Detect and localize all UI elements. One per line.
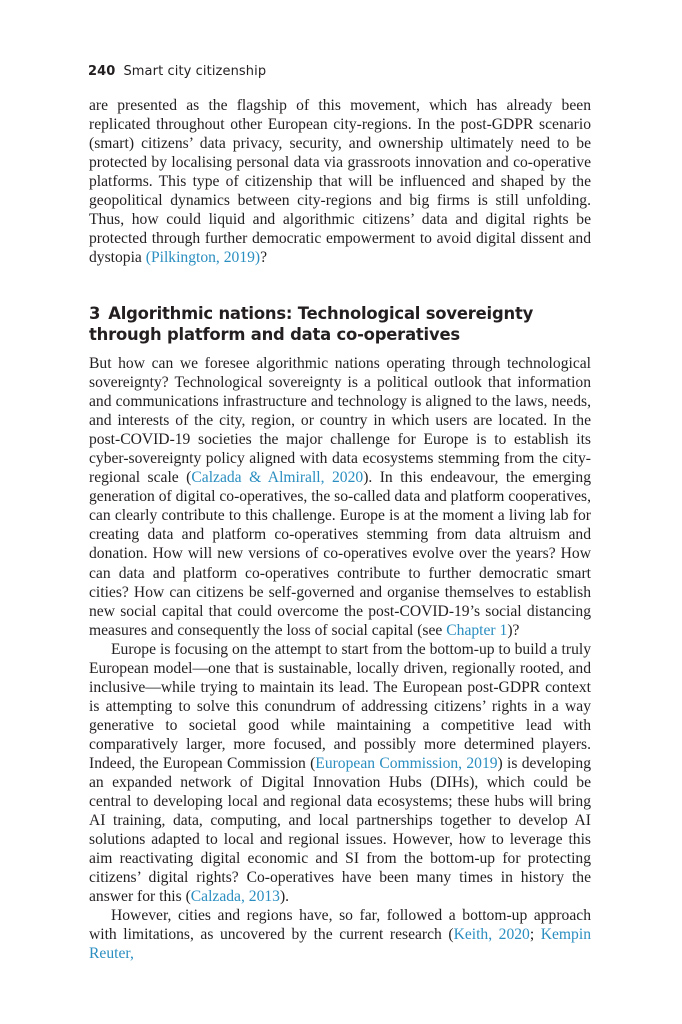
section-heading <box>89 303 609 345</box>
paragraph-text: ; <box>529 926 541 944</box>
running-title: Smart city citizenship <box>123 64 267 79</box>
top-body-block <box>89 96 591 267</box>
citation-link[interactable]: (Pilkington, 2019) <box>145 249 261 267</box>
paragraph <box>89 906 591 963</box>
paragraph-text: ) is developing an expanded network of Digital Innovation Hubs (DIHs), which could be central to developing local and regional data ecosystems; these hubs will bring AI training, data, computing, and local partnerships together to develop AI solutions adapted to local and regional issues. However, how to leverage this aim reactivating digital economic and SI from the bottom-up for protecting citizens’ digital rights? Co-operatives have been many times in history the answer for this ( <box>89 754 591 906</box>
paragraph-text: But how can we foresee algorithmic nations operating through technological sovereignty? Technological sovereignty is a political outlook that information and communications infrastructure and technology is aligned to the laws, needs, and interests of the city, region, or country in which users are located. In the post-COVID-19 societies the major challenge for Europe is to establish its cyber-sovereignty policy aligned with data ecosystems stemming from the city-regional scale ( <box>89 355 591 487</box>
paragraph <box>89 96 591 267</box>
paragraph-text: However, cities and regions have, so far, followed a bottom-up approach with limitations, as uncovered by the current research ( <box>89 907 591 944</box>
citation-link[interactable]: Calzada, 2013 <box>190 888 280 906</box>
section-body-block <box>89 354 591 964</box>
running-header <box>88 64 266 79</box>
paragraph-text: ? <box>260 249 268 267</box>
paragraph-text: ). In this endeavour, the emerging generation of digital co-operatives, the so-called data and platform cooperatives, can clearly contribute to this challenge. Europe is at the moment a living lab for creating data and platform co-operatives stemming from data altruism and donation. How will new versions of co-operatives evolve over the years? How can data and platform co-operatives contribute to further democratic smart cities? How can citizens be self-governed and organise themselves to establish new social capital that could overcome the post-COVID-19’s social distancing measures and consequently the loss of social capital (see <box>89 469 591 639</box>
paragraph-text: Europe is focusing on the attempt to start from the bottom-up to build a truly European model—one that is sustainable, locally driven, regionally rooted, and inclusive—while trying to maintain its lead. The European post-GDPR context is attempting to solve this conundrum of addressing citizens’ rights in a way generative to societal good while maintaining a competitive lead with comparatively larger, more focused, and possibly more determined players. Indeed, the European Commission ( <box>89 640 591 772</box>
section-title: Algorithmic nations: Technological sovereignty through platform and data co-operatives <box>89 304 534 344</box>
paragraph <box>89 640 591 907</box>
paragraph-text: )? <box>507 621 520 639</box>
citation-link[interactable]: European Commission, 2019 <box>315 754 498 772</box>
paragraph-text: are presented as the flagship of this movement, which has already been replicated throughout other European city-regions. In the post-GDPR scenario (smart) citizens’ data privacy, security, and ownership ultimately need to be protected by localising personal data via grassroots innovation and co-operative platforms. This type of citizenship that will be influenced and shaped by the geopolitical dynamics between city-regions and big firms is still unfolding. Thus, how could liquid and algorithmic citizens’ data and digital rights be protected through further democratic empowerment to avoid digital dissent and dystopia <box>89 97 591 267</box>
page-number: 240 <box>88 64 116 79</box>
citation-link[interactable]: Keith, 2020 <box>453 926 530 944</box>
paragraph-text: ). <box>279 888 290 906</box>
paragraph <box>89 354 591 640</box>
chapter-link[interactable]: Chapter 1 <box>446 621 508 639</box>
citation-link[interactable]: Kempin Reuter, <box>89 926 591 963</box>
section-number: 3 <box>89 304 101 323</box>
citation-link[interactable]: Calzada & Almirall, 2020 <box>191 469 364 487</box>
